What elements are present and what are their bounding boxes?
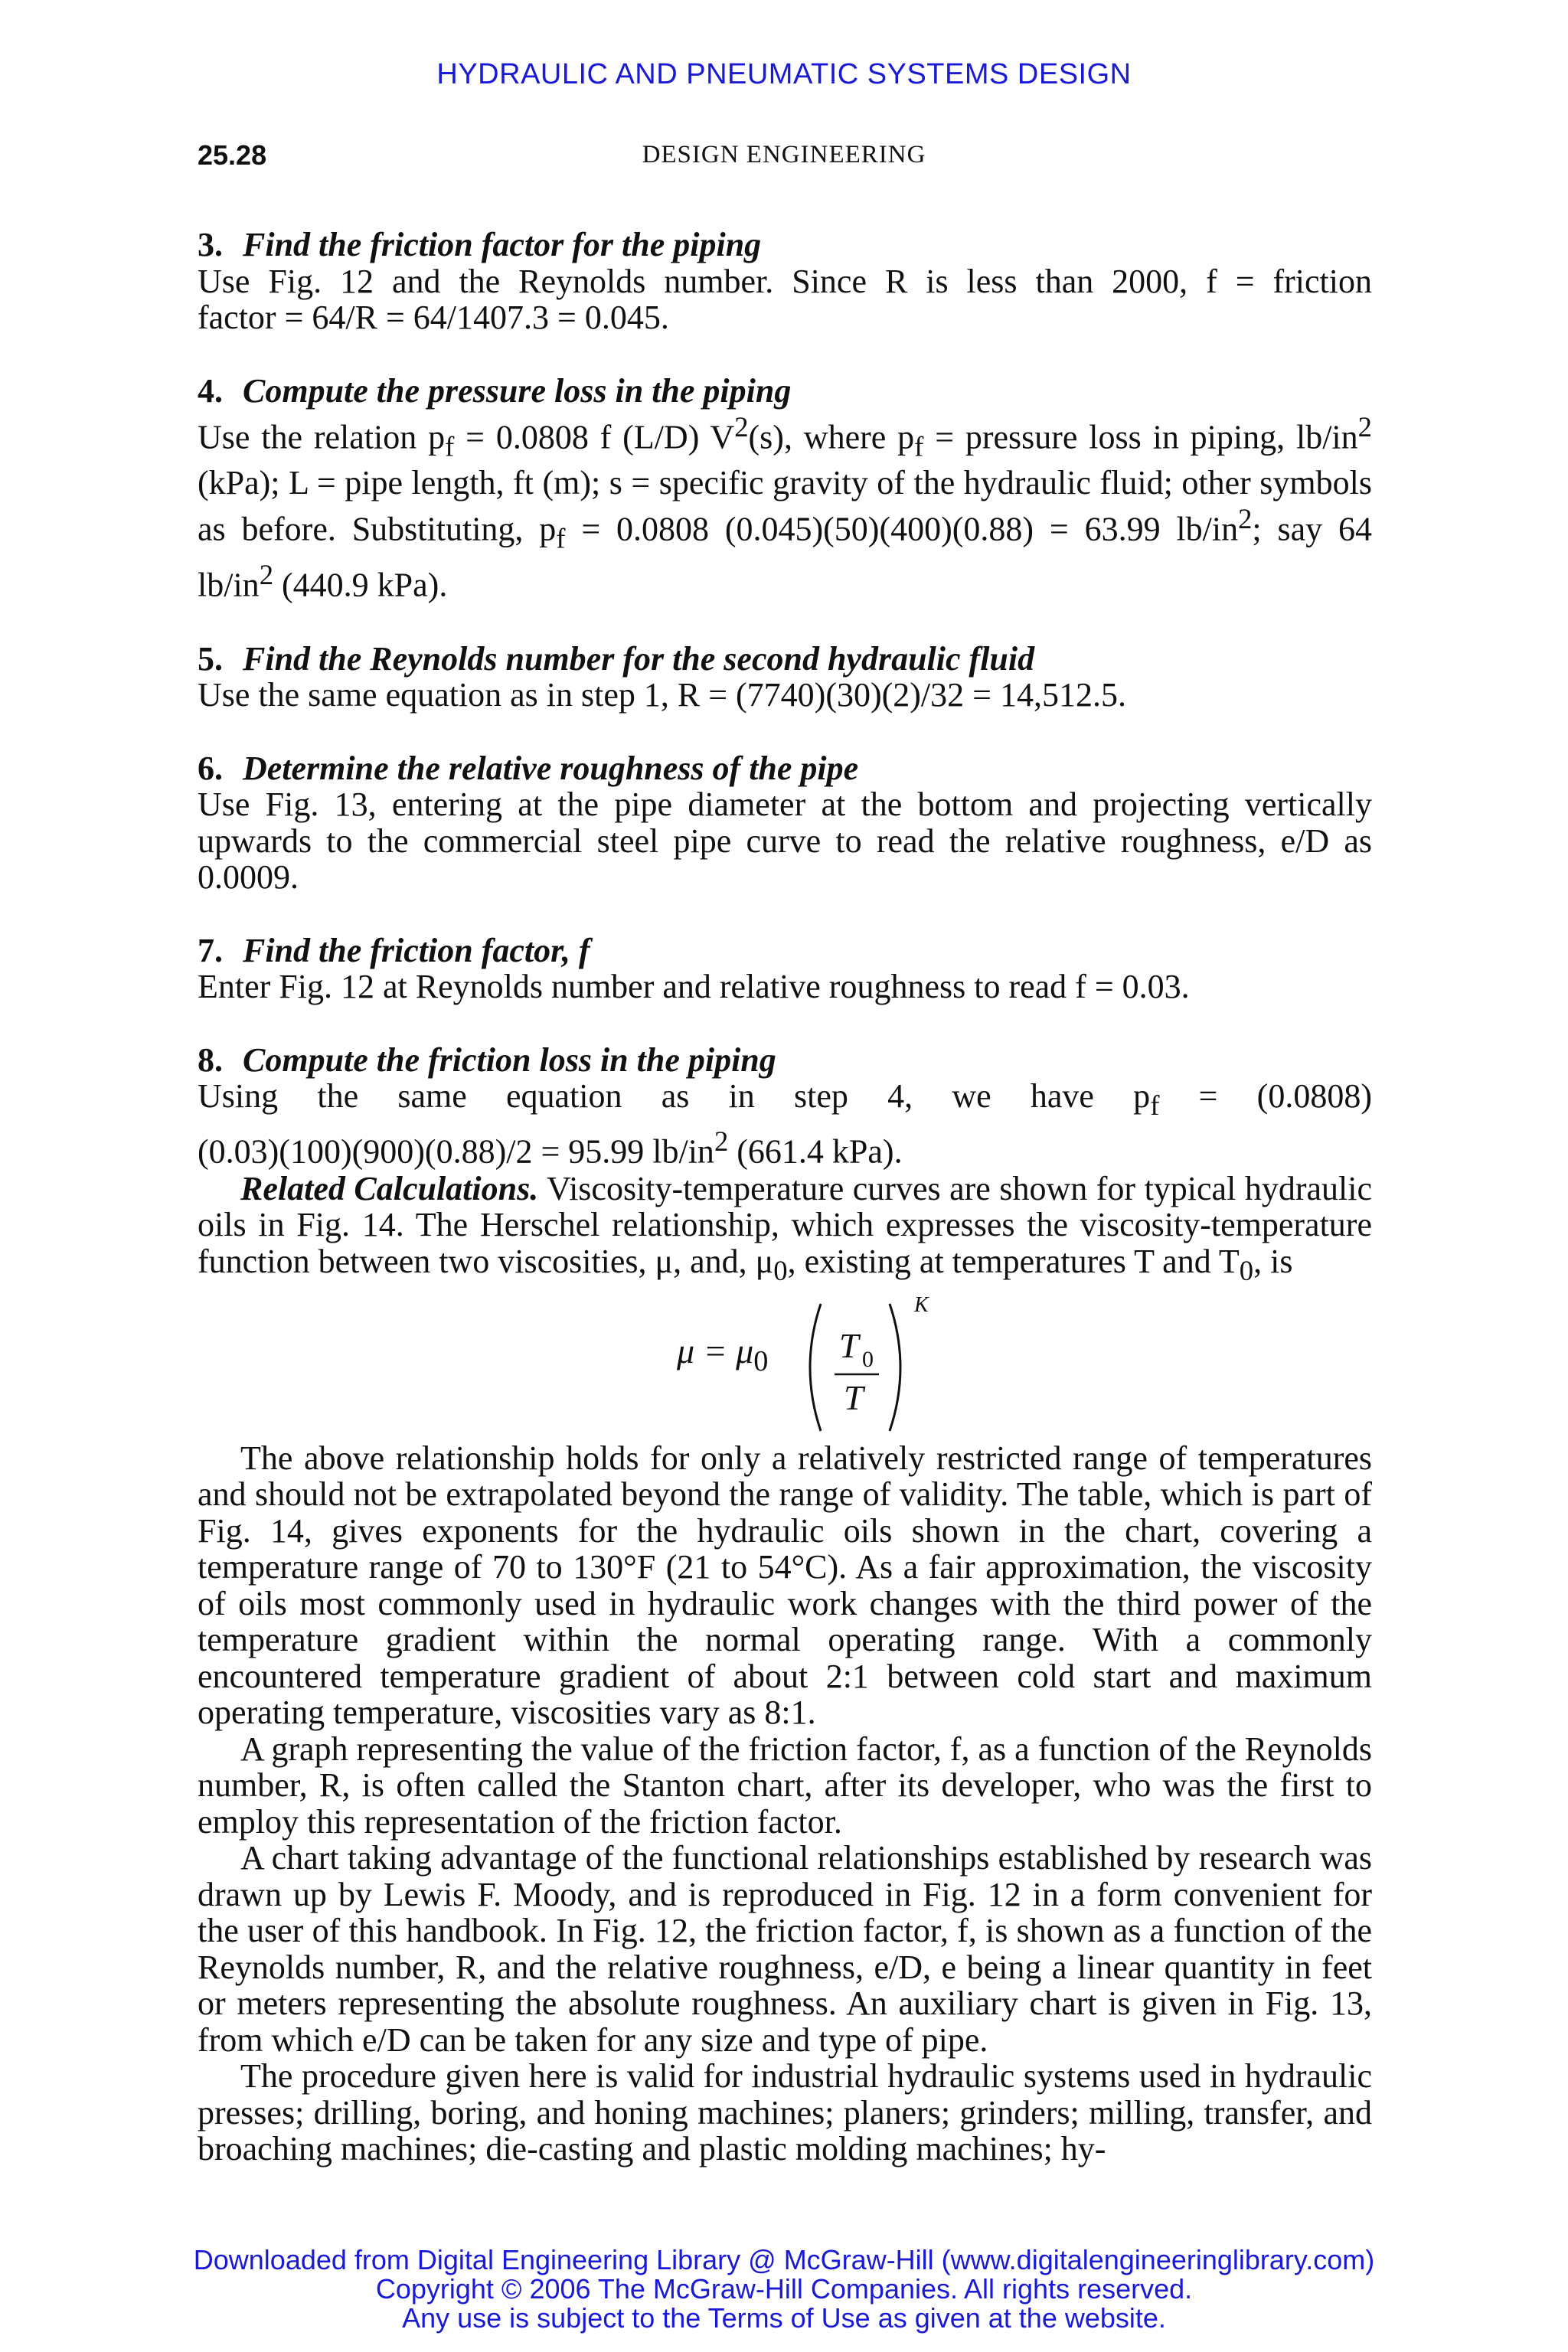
step-heading xyxy=(198,1042,1372,1079)
step-heading xyxy=(198,641,1372,678)
step-text-line: factor = 64/R = 64/1407.3 = 0.045. xyxy=(198,299,669,336)
step-text: Use the same equation as in step 1, R = (7740)(30)(2)/32 = 14,512.5. xyxy=(198,676,1126,714)
step-text-line: (0.03)(100)(900)(0.88)/2 = 95.99 $lb/in^2$ (661.4 kPa). xyxy=(198,1125,903,1171)
step-title: Determine the relative roughness of the pipe xyxy=(243,749,859,787)
related-calculations-label: Related Calculations. xyxy=(240,1169,539,1207)
denominator: T xyxy=(844,1377,864,1417)
numerator-subscript: 0 xyxy=(862,1346,874,1372)
step-title: Compute the friction loss in the piping xyxy=(243,1040,776,1079)
step-text: Use the relation $p_f = 0.0808$ f (L/D) $V^2(s)$, where $p_f$ = pressure loss in piping, $lb/in^2$ (kPa); L = pipe length, ft (m); s = specific gravity of the hydraulic fluid; other symbols as before. Substituting, $p_f = 0.0808$ (0.045)(50)(400)(0.88) = 63.99 $lb/in^2$; say 64 $lb/in^2$ (440.9 kPa). xyxy=(198,411,1372,605)
step-number: 4. xyxy=(198,371,223,410)
related-calculations: Related Calculations. Viscosity-temperature curves are shown for typical hydraulic oils in Fig. 14. The Herschel relationship, which expresses the viscosity-temperature function between two viscosities, μ, and, $\mu_0$, existing at temperatures T and $T_0$, is xyxy=(198,1169,1372,1286)
step-number: 6. xyxy=(198,749,223,787)
step-8 xyxy=(198,1042,1372,1289)
step-text: Use Fig. 13, entering at the pipe diameter at the bottom and projecting vertically upwards to the commercial steel pipe curve to read the relative roughness, e/D as 0.0009. xyxy=(198,786,1372,897)
equation-fraction xyxy=(799,1295,998,1440)
step-heading xyxy=(198,373,1372,410)
page-number: 25.28 xyxy=(198,139,267,171)
step-6 xyxy=(198,750,1372,896)
copyright-footer xyxy=(0,2246,1568,2333)
step-text: Enter Fig. 12 at Reynolds number and relative roughness to read f = 0.03. xyxy=(198,968,1190,1006)
right-paren xyxy=(890,1304,900,1431)
step-number: 7. xyxy=(198,931,223,969)
step-number: 5. xyxy=(198,639,223,678)
step-title: Compute the pressure loss in the piping xyxy=(243,371,792,410)
step-number: 8. xyxy=(198,1040,223,1079)
step-text-line: Use Fig. 12 and the Reynolds number. Since R is less than 2000, f = friction xyxy=(198,262,1372,300)
step-title: Find the Reynolds number for the second hydraulic fluid xyxy=(243,639,1035,678)
footer-copyright: Copyright © 2006 The McGraw-Hill Companies. All rights reserved. xyxy=(375,2273,1193,2305)
step-heading xyxy=(198,227,1372,263)
step-7 xyxy=(198,933,1372,1005)
running-head: DESIGN ENGINEERING xyxy=(642,141,926,168)
step-5 xyxy=(198,641,1372,714)
step-3 xyxy=(198,227,1372,336)
left-paren xyxy=(810,1304,821,1431)
herschel-equation xyxy=(198,1295,1372,1440)
step-title: Find the friction factor for the piping xyxy=(243,226,762,263)
paragraph: The above relationship holds for only a relatively restricted range of temperatures and should not be extrapolated beyond the range of validity. The table, which is part of Fig. 14, gives exponents for the hydraulic oils shown in the chart, covering a temperature range of 70 to 130°F (21 to 54°C). As a fair approximation, the viscosity of oils most commonly used in hydraulic work changes with the third power of the temperature gradient within the normal operating range. With a commonly encountered temperature gradient of about 2:1 between cold start and maximum operating temperature, viscosities vary as 8:1. xyxy=(198,1439,1372,1732)
exponent: K xyxy=(914,1294,929,1317)
paragraph: A graph representing the value of the friction factor, f, as a function of the Reynolds number, R, is often called the Stanton chart, after its developer, who was the first to employ this representation of the friction factor. xyxy=(198,1730,1372,1841)
step-title: Find the friction factor, f xyxy=(243,931,590,969)
step-4 xyxy=(198,373,1372,604)
step-text-line: Using the same equation as in step 4, we have $p_f = (0.0808)$ xyxy=(198,1077,1372,1121)
footer-terms-link[interactable]: Any use is subject to the Terms of Use as given at the website. xyxy=(402,2302,1166,2334)
book-title-banner: HYDRAULIC AND PNEUMATIC SYSTEMS DESIGN xyxy=(436,58,1132,90)
paragraph: The procedure given here is valid for industrial hydraulic systems used in hydraulic presses; drilling, boring, and honing machines; planers; grinders; milling, transfer, and broaching machines; die-casting and plastic molding machines; hy- xyxy=(198,2057,1372,2168)
paragraph: A chart taking advantage of the functional relationships established by research was drawn up by Lewis F. Moody, and is reproduced in Fig. 12 in a form convenient for the user of this handbook. In Fig. 12, the friction factor, f, is shown as a function of the Reynolds number, R, and the relative roughness, e/D, e being a linear quantity in feet or meters representing the absolute roughness. An auxiliary chart is given in Fig. 13, from which e/D can be taken for any size and type of pipe. xyxy=(198,1839,1372,2059)
numerator: T xyxy=(839,1325,859,1365)
page-content xyxy=(198,227,1372,2167)
step-heading xyxy=(198,750,1372,787)
footer-download-link[interactable]: Downloaded from Digital Engineering Library @ McGraw-Hill (www.digitalengineeringlibrary.com) xyxy=(193,2244,1375,2275)
step-heading xyxy=(198,933,1372,969)
step-number: 3. xyxy=(198,226,223,263)
equation-lhs: $\mu = \mu_0$ xyxy=(677,1331,769,1377)
